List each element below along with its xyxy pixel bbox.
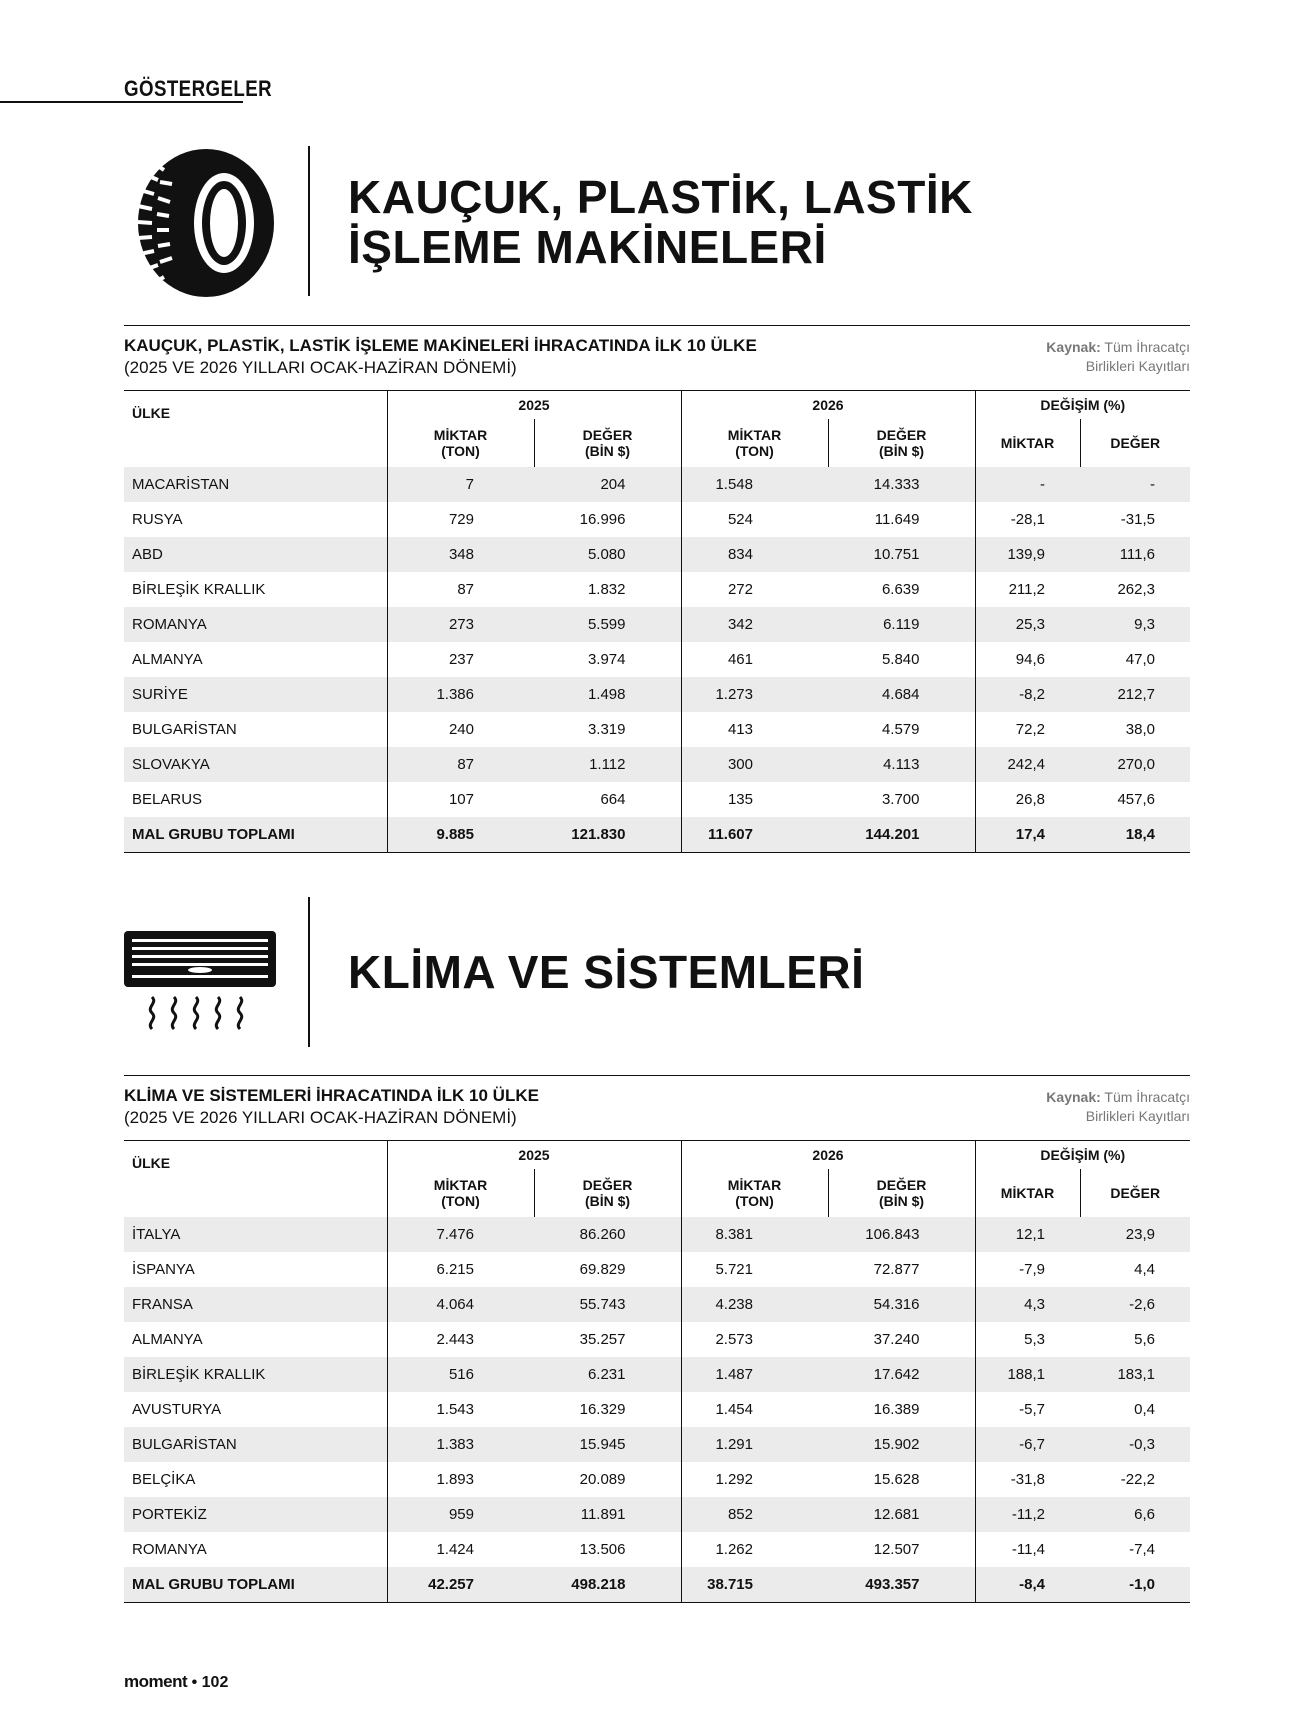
value-cell: 493.357 (828, 1567, 975, 1603)
value-cell: 5,6 (1134, 1331, 1155, 1348)
value-cell: 72,2 (975, 712, 1080, 747)
value-cell: 17,4 (975, 817, 1080, 853)
value-cell: 38,0 (1125, 721, 1155, 738)
col-header-change: DEĞİŞİM (%) (975, 1141, 1190, 1170)
value-cell: 111,6 (1080, 537, 1190, 572)
col-header-2026: 2026 (681, 391, 975, 420)
value-cell: 16.389 (873, 1401, 920, 1418)
value-cell: 1.386 (387, 677, 534, 712)
table-row (124, 1287, 1190, 1322)
value-cell: 11.649 (874, 511, 920, 528)
value-cell: -31,5 (1120, 511, 1155, 528)
hero-divider (308, 897, 310, 1047)
hero-divider (308, 146, 310, 296)
value-cell: -5,7 (975, 1392, 1080, 1427)
value-cell: -6,7 (975, 1427, 1080, 1462)
value-cell: 26,8 (975, 782, 1080, 817)
col-header-chg-val: DEĞER (1080, 419, 1190, 467)
table-row (124, 712, 1190, 747)
value-cell: 3.700 (881, 791, 920, 808)
value-cell: 342 (681, 607, 828, 642)
value-cell: 852 (681, 1497, 828, 1532)
value-cell: 87 (387, 747, 534, 782)
table-total-row (124, 817, 1190, 853)
table-row (124, 1357, 1190, 1392)
value-cell: 524 (681, 502, 828, 537)
section-rule (0, 101, 243, 103)
value-cell: 12,1 (975, 1217, 1080, 1252)
col-header-2025: 2025 (387, 1141, 681, 1170)
value-cell: 20.089 (579, 1471, 626, 1488)
value-cell: 4.684 (828, 677, 975, 712)
col-header-qty-2025: MİKTAR (TON) (387, 419, 534, 467)
value-cell: -11,2 (975, 1497, 1080, 1532)
value-cell: 25,3 (975, 607, 1080, 642)
table-row (124, 1217, 1190, 1252)
value-cell: 5.599 (534, 607, 681, 642)
value-cell: 4,4 (1134, 1261, 1155, 1278)
value-cell: 240 (387, 712, 534, 747)
value-cell: 11.891 (534, 1497, 681, 1532)
col-header-chg-qty: MİKTAR (975, 419, 1080, 467)
value-cell: 42.257 (387, 1567, 534, 1603)
country-cell: ALMANYA (132, 651, 203, 668)
value-cell: 5.080 (534, 537, 681, 572)
table-row (124, 747, 1190, 782)
value-cell: 1.292 (681, 1462, 828, 1497)
table-header-ac (124, 1075, 1190, 1140)
footer-separator: • (191, 1674, 198, 1691)
col-header-country: ÜLKE (132, 405, 171, 421)
table-row (124, 677, 1190, 712)
table-row (124, 1322, 1190, 1357)
table-row (124, 572, 1190, 607)
source-line-1: Tüm İhracatçı (1104, 1089, 1190, 1105)
value-cell: 37.240 (873, 1331, 920, 1348)
table-row (124, 1462, 1190, 1497)
col-header-2025: 2025 (387, 391, 681, 420)
value-cell: 461 (681, 642, 828, 677)
value-cell: 15.628 (873, 1471, 920, 1488)
country-cell: AVUSTURYA (132, 1401, 222, 1418)
brand-logo: moment (124, 1672, 188, 1691)
country-cell: BELÇİKA (132, 1471, 196, 1488)
table-subtitle: (2025 VE 2026 YILLARI OCAK-HAZİRAN DÖNEMİ) (124, 1108, 517, 1127)
col-header-change: DEĞİŞİM (%) (975, 391, 1190, 420)
value-cell: 237 (387, 642, 534, 677)
country-cell: SLOVAKYA (124, 747, 387, 782)
country-cell: MAL GRUBU TOPLAMI (124, 817, 387, 853)
value-cell: 7 (387, 467, 534, 502)
country-cell: BULGARİSTAN (124, 1427, 387, 1462)
value-cell: 664 (600, 791, 626, 808)
country-cell: ROMANYA (132, 1541, 207, 1558)
value-cell: 6.231 (534, 1357, 681, 1392)
value-cell: 516 (387, 1357, 534, 1392)
value-cell: 15.902 (828, 1427, 975, 1462)
value-cell: 1.262 (681, 1532, 828, 1567)
value-cell: 498.218 (534, 1567, 681, 1603)
value-cell: -22,2 (1120, 1471, 1155, 1488)
title-line-1: KAUÇUK, PLASTİK, LASTİK (348, 171, 973, 223)
value-cell: 1.487 (681, 1357, 828, 1392)
table-total-row (124, 1567, 1190, 1603)
source-line-2: Birlikleri Kayıtları (1085, 358, 1190, 374)
col-header-val-2026: DEĞER (BİN $) (828, 419, 975, 467)
value-cell: 262,3 (1117, 581, 1155, 598)
export-table-ac (124, 1140, 1190, 1603)
value-cell: 6.639 (881, 581, 920, 598)
value-cell: 1.454 (681, 1392, 828, 1427)
value-cell: -0,3 (1080, 1427, 1190, 1462)
value-cell: 272 (681, 572, 828, 607)
table-title: KAUÇUK, PLASTİK, LASTİK İŞLEME MAKİNELERİ İHRACATINDA İLK 10 ÜLKE (124, 336, 757, 355)
col-header-qty-2026: MİKTAR (TON) (681, 419, 828, 467)
country-cell: FRANSA (124, 1287, 387, 1322)
value-cell: 1.273 (681, 677, 828, 712)
value-cell: 457,6 (1117, 791, 1155, 808)
country-cell: PORTEKİZ (124, 1497, 387, 1532)
value-cell: 1.832 (587, 581, 626, 598)
table-row (124, 467, 1190, 502)
value-cell: 38.715 (681, 1567, 828, 1603)
value-cell: 6,6 (1080, 1497, 1190, 1532)
value-cell: -8,4 (975, 1567, 1080, 1603)
value-cell: 12.507 (873, 1541, 920, 1558)
value-cell: 959 (387, 1497, 534, 1532)
value-cell: 94,6 (975, 642, 1080, 677)
value-cell: 3.319 (587, 721, 626, 738)
value-cell: 0,4 (1134, 1401, 1155, 1418)
value-cell: 5.840 (881, 651, 920, 668)
value-cell: 1.893 (387, 1462, 534, 1497)
value-cell: -1,0 (1080, 1567, 1190, 1603)
source-line-2: Birlikleri Kayıtları (1085, 1108, 1190, 1124)
source-label: Kaynak: (1046, 339, 1101, 355)
value-cell: 12.681 (828, 1497, 975, 1532)
value-cell: 4,3 (975, 1287, 1080, 1322)
value-cell: 1.424 (387, 1532, 534, 1567)
col-header-chg-qty: MİKTAR (975, 1169, 1080, 1217)
value-cell: 6.119 (828, 607, 975, 642)
value-cell: -11,4 (975, 1532, 1080, 1567)
value-cell: 2.443 (387, 1322, 534, 1357)
table-body (124, 467, 1190, 853)
value-cell: 188,1 (975, 1357, 1080, 1392)
value-cell: 16.996 (579, 511, 626, 528)
value-cell: 4.113 (828, 747, 975, 782)
value-cell: 1.498 (534, 677, 681, 712)
page-title (348, 947, 864, 997)
value-cell: 135 (681, 782, 828, 817)
value-cell: 4.579 (881, 721, 920, 738)
value-cell: 270,0 (1080, 747, 1190, 782)
table-row (124, 502, 1190, 537)
air-conditioner-icon (124, 897, 279, 1052)
value-cell: 10.751 (828, 537, 975, 572)
value-cell: -8,2 (975, 677, 1080, 712)
value-cell: 13.506 (579, 1541, 626, 1558)
table-subtitle: (2025 VE 2026 YILLARI OCAK-HAZİRAN DÖNEMİ) (124, 358, 517, 377)
value-cell: 35.257 (579, 1331, 626, 1348)
country-cell: BELARUS (132, 791, 203, 808)
value-cell: 3.974 (587, 651, 626, 668)
value-cell: 139,9 (975, 537, 1080, 572)
country-cell: BİRLEŞİK KRALLIK (132, 581, 266, 598)
country-cell: ROMANYA (124, 607, 387, 642)
value-cell: 47,0 (1125, 651, 1155, 668)
tire-icon (124, 146, 279, 301)
value-cell: 15.945 (534, 1427, 681, 1462)
page-number: 102 (201, 1674, 229, 1691)
value-cell: 54.316 (828, 1287, 975, 1322)
value-cell: 1.543 (387, 1392, 534, 1427)
country-cell: MAL GRUBU TOPLAMI (124, 1567, 387, 1603)
source-note (1046, 1088, 1190, 1126)
export-table-rubber (124, 390, 1190, 853)
value-cell: 106.843 (828, 1217, 975, 1252)
value-cell: 144.201 (828, 817, 975, 853)
value-cell: 72.877 (873, 1261, 920, 1278)
table-row (124, 782, 1190, 817)
value-cell: 23,9 (1080, 1217, 1190, 1252)
value-cell: 69.829 (579, 1261, 626, 1278)
value-cell: - (1080, 467, 1190, 502)
table-row (124, 1532, 1190, 1567)
value-cell: -2,6 (1080, 1287, 1190, 1322)
value-cell: -28,1 (975, 502, 1080, 537)
table-row (124, 1497, 1190, 1532)
table-row (124, 642, 1190, 677)
value-cell: 16.329 (579, 1401, 626, 1418)
country-cell: MACARİSTAN (124, 467, 387, 502)
country-cell: ABD (124, 537, 387, 572)
value-cell: 18,4 (1080, 817, 1190, 853)
value-cell: 11.607 (681, 817, 828, 853)
title-line-1: KLİMA VE SİSTEMLERİ (348, 946, 865, 998)
table-row (124, 1392, 1190, 1427)
table-row (124, 1427, 1190, 1462)
col-header-qty-2025: MİKTAR (TON) (387, 1169, 534, 1217)
value-cell: 211,2 (975, 572, 1080, 607)
country-cell: İTALYA (124, 1217, 387, 1252)
col-header-val-2025: DEĞER (BİN $) (534, 419, 681, 467)
col-header-country: ÜLKE (132, 1155, 171, 1171)
table-header-rubber (124, 325, 1190, 390)
value-cell: 5.721 (681, 1252, 828, 1287)
source-line-1: Tüm İhracatçı (1104, 339, 1190, 355)
value-cell: 183,1 (1080, 1357, 1190, 1392)
value-cell: 121.830 (534, 817, 681, 853)
value-cell: 204 (534, 467, 681, 502)
country-cell: BİRLEŞİK KRALLIK (124, 1357, 387, 1392)
value-cell: 4.238 (681, 1287, 828, 1322)
country-cell: İSPANYA (132, 1261, 195, 1278)
title-line-2: İŞLEME MAKİNELERİ (348, 221, 827, 273)
value-cell: 1.112 (534, 747, 681, 782)
value-cell: 107 (387, 782, 534, 817)
value-cell: 6.215 (387, 1252, 534, 1287)
table-body (124, 1217, 1190, 1603)
value-cell: 2.573 (681, 1322, 828, 1357)
value-cell: 8.381 (681, 1217, 828, 1252)
table-row (124, 1252, 1190, 1287)
value-cell: 212,7 (1080, 677, 1190, 712)
value-cell: 1.548 (681, 467, 828, 502)
value-cell: 273 (387, 607, 534, 642)
table-row (124, 537, 1190, 572)
country-cell: ALMANYA (132, 1331, 203, 1348)
value-cell: 1.383 (387, 1427, 534, 1462)
value-cell: 17.642 (828, 1357, 975, 1392)
source-label: Kaynak: (1046, 1089, 1101, 1105)
section-hero-rubber (124, 146, 1190, 301)
value-cell: 348 (387, 537, 534, 572)
col-header-2026: 2026 (681, 1141, 975, 1170)
value-cell: 834 (681, 537, 828, 572)
country-cell: BULGARİSTAN (132, 721, 237, 738)
value-cell: 7.476 (387, 1217, 534, 1252)
value-cell: 87 (387, 572, 534, 607)
col-header-val-2025: DEĞER (BİN $) (534, 1169, 681, 1217)
col-header-val-2026: DEĞER (BİN $) (828, 1169, 975, 1217)
value-cell: 300 (681, 747, 828, 782)
value-cell: 5,3 (975, 1322, 1080, 1357)
section-hero-ac (124, 897, 1190, 1052)
table-title: KLİMA VE SİSTEMLERİ İHRACATINDA İLK 10 ÜLKE (124, 1086, 539, 1105)
value-cell: -31,8 (975, 1462, 1080, 1497)
source-note (1046, 338, 1190, 376)
value-cell: 55.743 (534, 1287, 681, 1322)
page-title (348, 172, 973, 272)
page-footer (124, 1672, 228, 1692)
col-header-chg-val: DEĞER (1080, 1169, 1190, 1217)
value-cell: 729 (387, 502, 534, 537)
value-cell: -7,4 (1129, 1541, 1155, 1558)
value-cell: 242,4 (975, 747, 1080, 782)
value-cell: 1.291 (681, 1427, 828, 1462)
value-cell: 9.885 (387, 817, 534, 853)
country-cell: RUSYA (132, 511, 183, 528)
value-cell: 4.064 (387, 1287, 534, 1322)
country-cell: SURİYE (124, 677, 387, 712)
value-cell: 14.333 (828, 467, 975, 502)
table-row (124, 607, 1190, 642)
col-header-qty-2026: MİKTAR (TON) (681, 1169, 828, 1217)
section-label: GÖSTERGELER (124, 76, 273, 101)
value-cell: -7,9 (975, 1252, 1080, 1287)
value-cell: 9,3 (1080, 607, 1190, 642)
value-cell: - (975, 467, 1080, 502)
value-cell: 86.260 (534, 1217, 681, 1252)
value-cell: 413 (681, 712, 828, 747)
